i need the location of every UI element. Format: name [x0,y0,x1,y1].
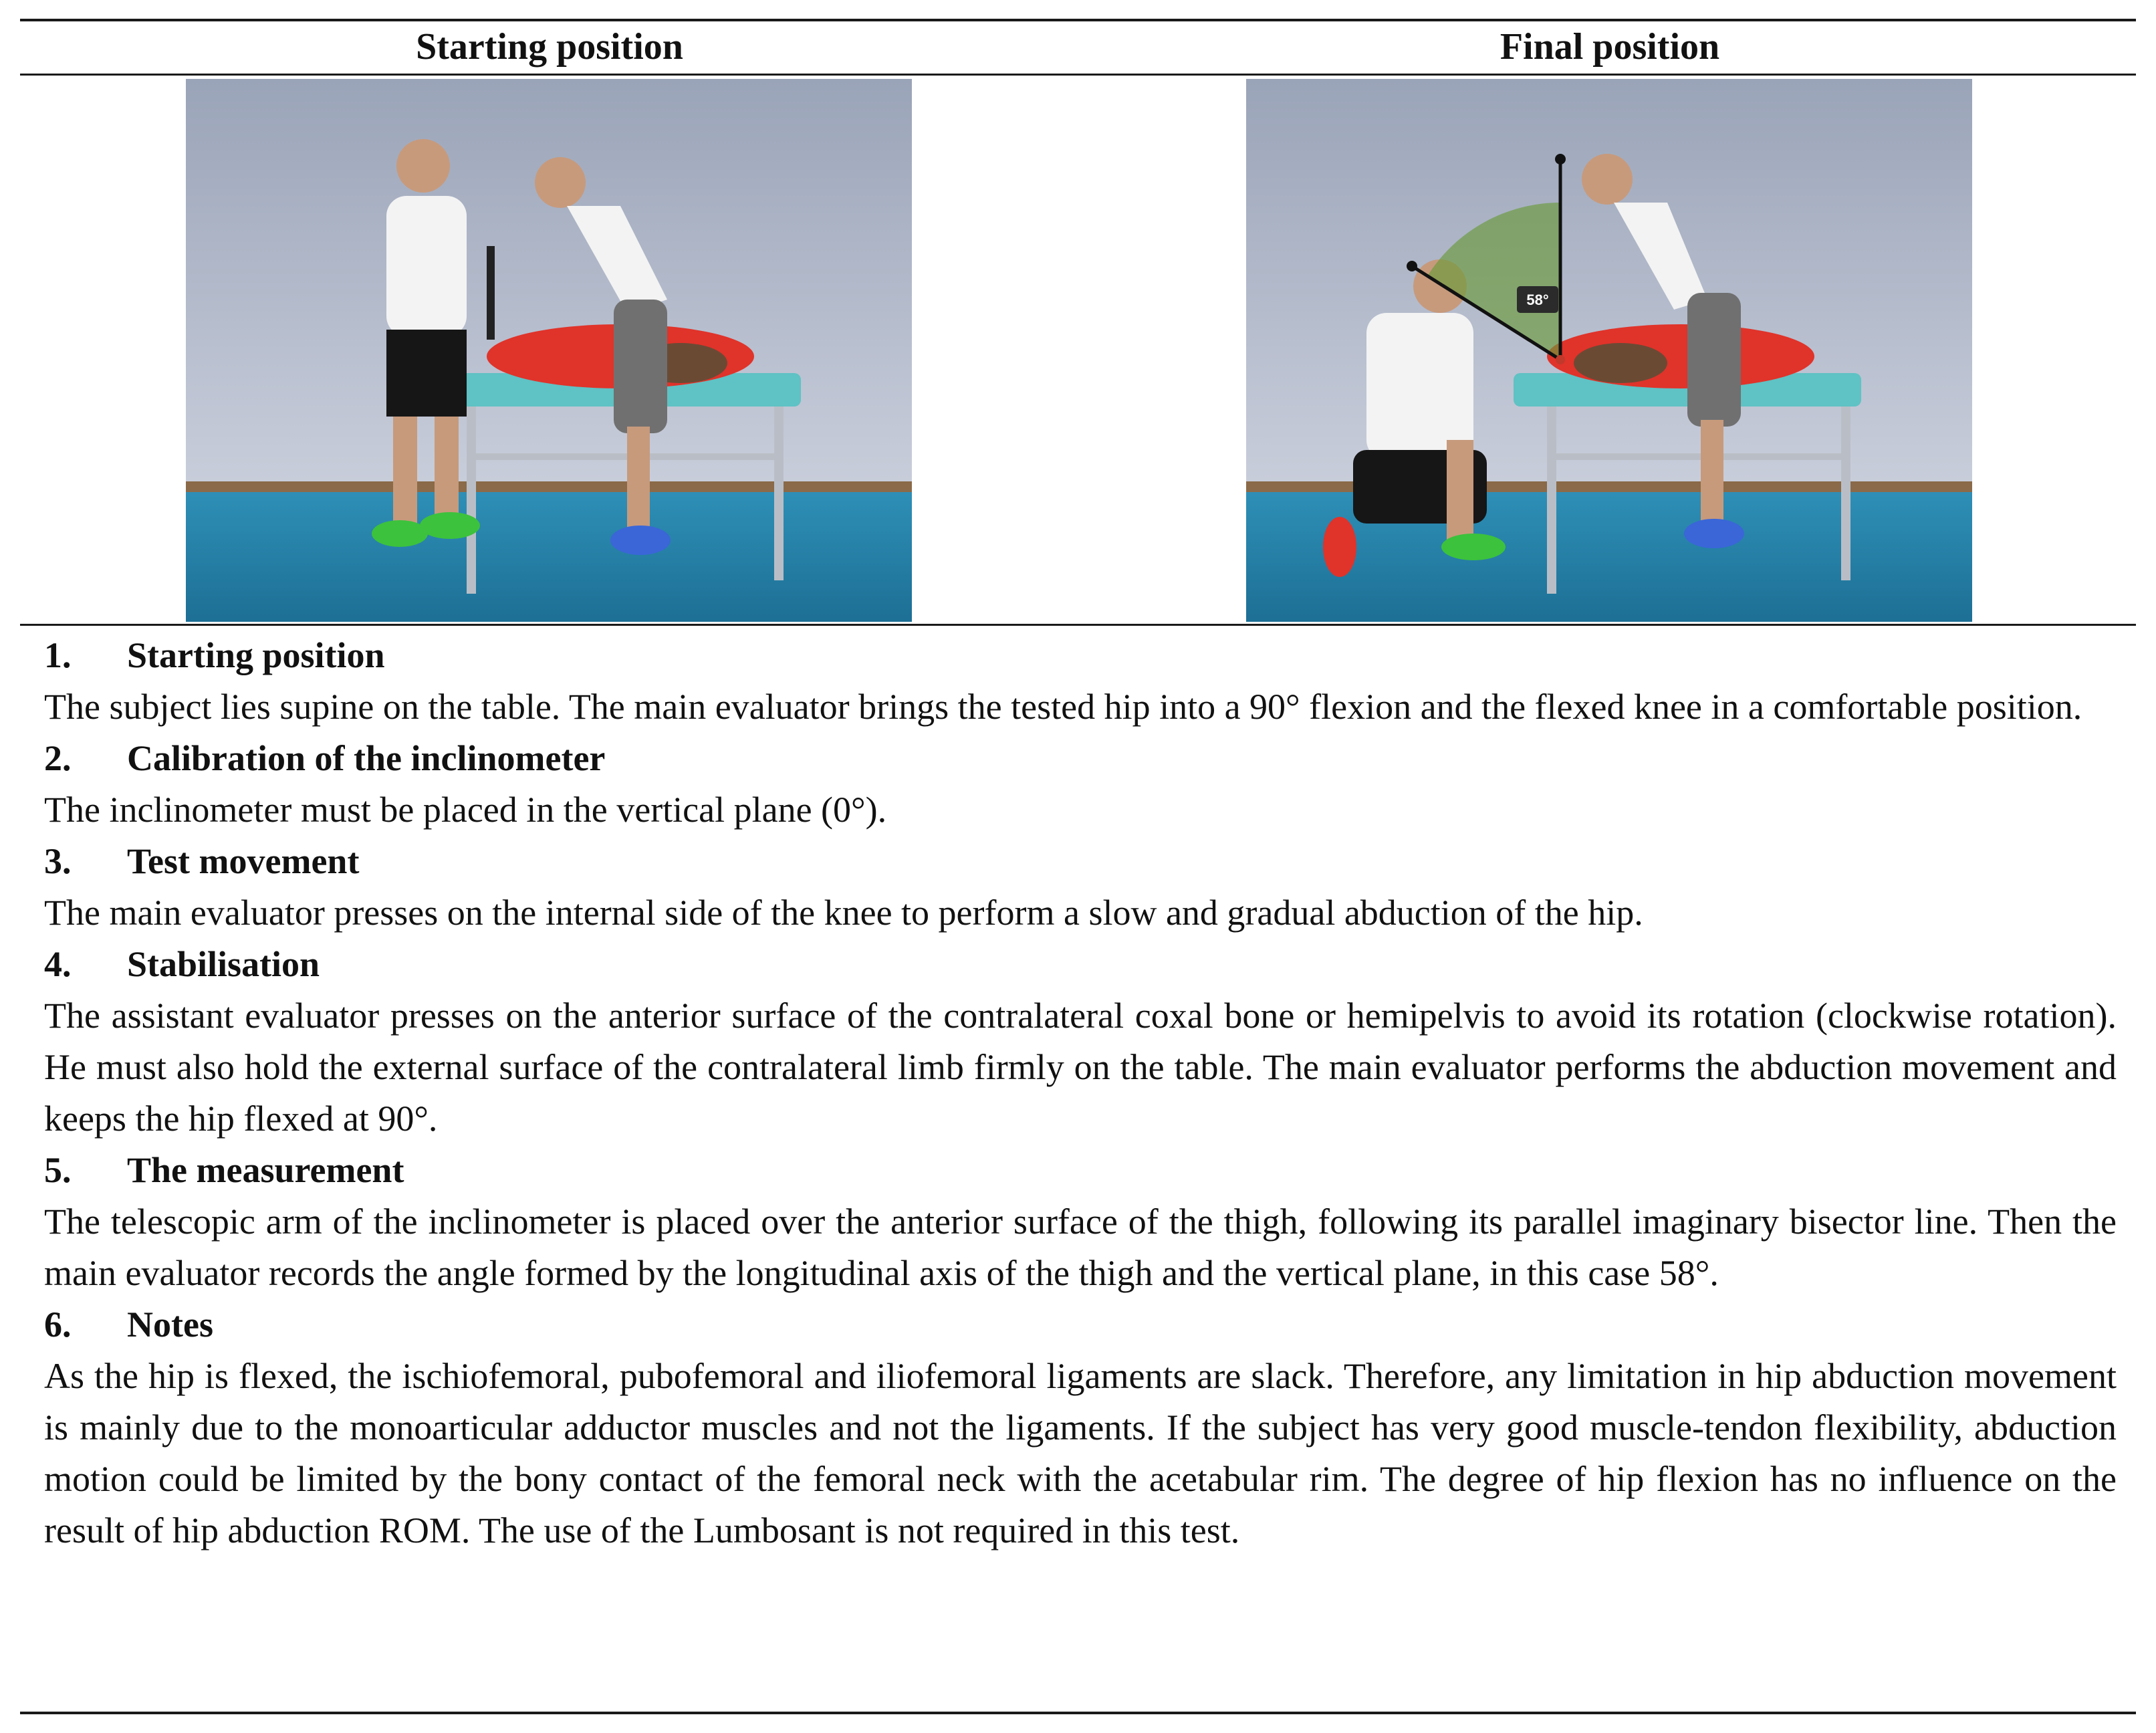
vertical-endpoint [1555,154,1566,164]
section-2 [44,733,2117,836]
final-position-photo [1246,79,1972,622]
angle-label: 58° [1526,292,1549,308]
angle-vertex [1556,355,1565,364]
section-5 [44,1145,2117,1299]
section-number: 3. [44,841,72,881]
section-number: 2. [44,738,72,778]
section-number: 4. [44,944,72,984]
section-heading [44,836,2117,887]
section-body: The inclinometer must be placed in the vertical plane (0°). [44,790,887,830]
column-header-starting: Starting position [416,26,683,68]
section-body: The subject lies supine on the table. The main evaluator brings the tested hip into a 90° flexion and the flexed knee in a comfortable position. [44,687,2082,727]
section-number: 1. [44,635,72,675]
section-3 [44,836,2117,939]
section-number: 6. [44,1304,72,1345]
section-heading [44,733,2117,784]
section-1 [44,630,2117,733]
section-6 [44,1299,2117,1556]
section-title: Test movement [127,841,360,881]
thigh-endpoint [1407,261,1417,271]
section-heading [44,1299,2117,1351]
section-body: The telescopic arm of the inclinometer is placed over the anterior surface of the thigh, following its parallel imaginary bisector line. Then the main evaluator records the angle formed by the longitudinal axis of the thigh and the vertical plane, in this case 58°. [44,1201,2117,1293]
section-title: Notes [127,1304,213,1345]
section-title: Stabilisation [127,944,320,984]
bottom-rule [20,1712,2136,1714]
section-heading [44,1145,2117,1196]
section-body: As the hip is flexed, the ischiofemoral, pubofemoral and iliofemoral ligaments are slack. Therefore, any limitation in hip abduction movement is mainly due to the monoarticular adductor muscles and not the ligaments. If the subject has very good muscle-tendon flexibility, abduction motion could be limited by the bony contact of the femoral neck with the acetabular rim. The degree of hip flexion has no influence on the result of hip abduction ROM. The use of the Lumbosant is not required in this test. [44,1356,2117,1550]
top-rule [20,19,2136,21]
section-number: 5. [44,1150,72,1190]
column-header-final: Final position [1500,26,1720,68]
section-body: The assistant evaluator presses on the anterior surface of the contralateral coxal bone or hemipelvis to avoid its rotation (clockwise rotation). He must also hold the external surface of the contralateral limb firmly on the table. The main evaluator performs the abduction movement and keeps the hip flexed at 90°. [44,996,2117,1139]
header-rule [20,74,2136,76]
section-title: Calibration of the inclinometer [127,738,606,778]
section-body: The main evaluator presses on the internal side of the knee to perform a slow and gradual abduction of the hip. [44,893,1643,933]
section-title: The measurement [127,1150,404,1190]
section-4 [44,939,2117,1145]
section-heading [44,939,2117,990]
mid-rule [20,624,2136,626]
protocol-sections [44,630,2117,1556]
section-title: Starting position [127,635,385,675]
section-heading [44,630,2117,681]
starting-position-photo [186,79,912,622]
